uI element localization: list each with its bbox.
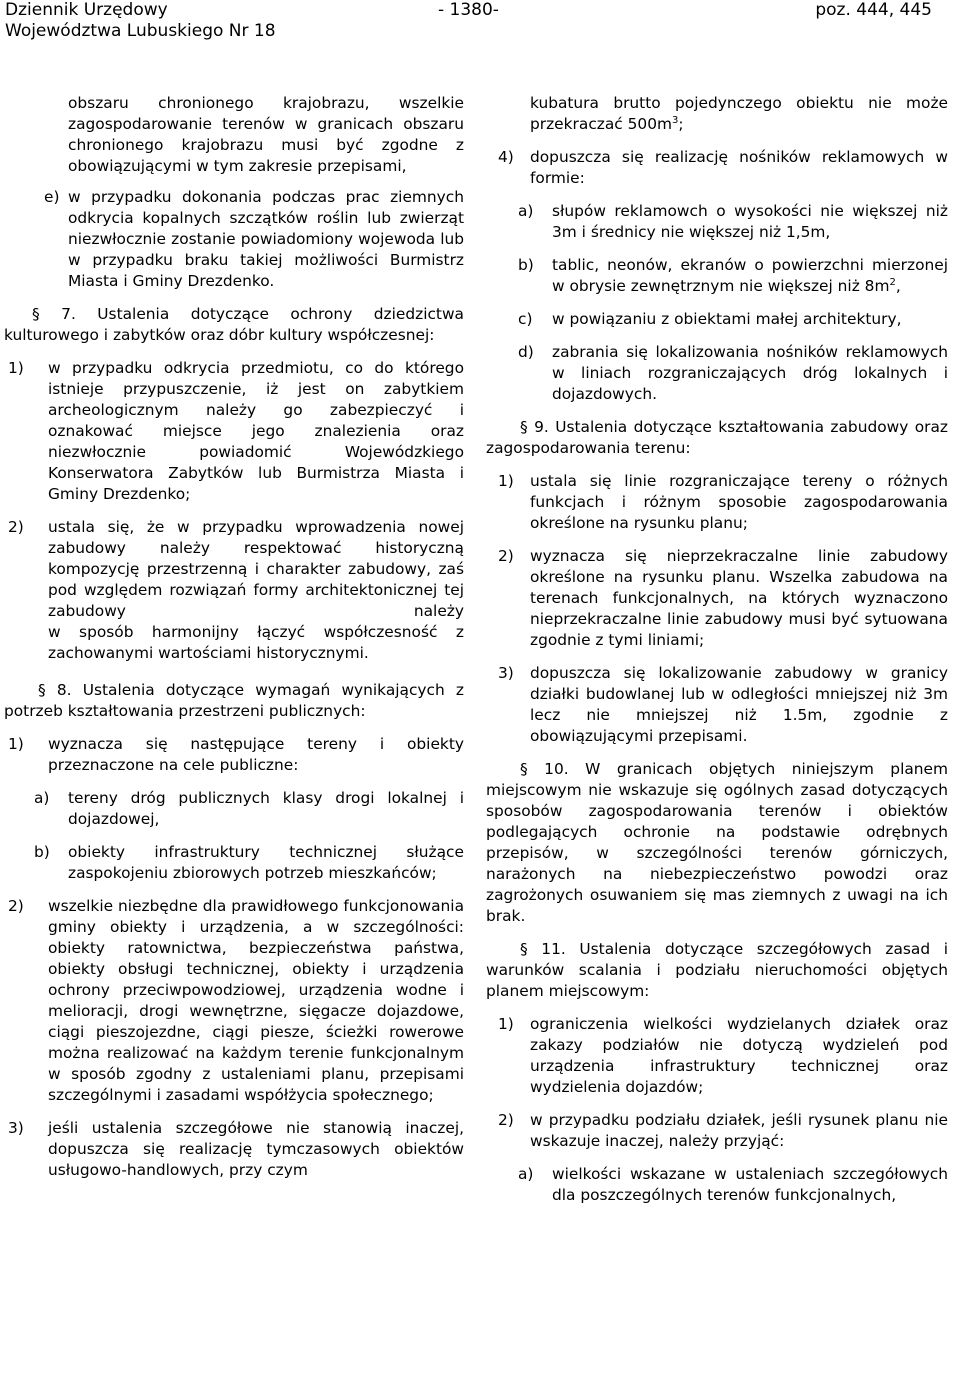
position-number: poz. 444, 445 [815,0,932,20]
journal-title: Dziennik Urzędowy Województwa Lubuskiego Nr 18 [5,0,276,41]
list-item: 1) ustala się linie rozgraniczające tereny o różnych funkcjach i różnym sposobie zagospodarowania określone na rysunku planu; [498,472,948,532]
list-item: 2) w przypadku podziału działek, jeśli rysunek planu nie wskazuje inaczej, należy przyjąć: [498,1111,948,1150]
list-item: kubatura brutto pojedynczego obiektu nie może przekraczać $500m^3$; [530,94,948,133]
list-item: 3) dopuszcza się lokalizowanie zabudowy w granicy działki budowlanej lub w odległości mniejszej niż 3m lecz nie mniejszej niż 1.5m, zgodnie z obowiązującymi przepisami. [498,664,948,745]
section-11: § 11. Ustalenia dotyczące szczegółowych zasad i warunków scalania i podziału nieruchomości objętych planem miejscowym: [486,940,948,1000]
list-item: b) tablic, neonów, ekranów o powierzchni mierzonej w obrysie zewnętrznym nie większej niż $8m^2$, [518,256,948,295]
list-item: 1) wyznacza się następujące tereny i obiekty przeznaczone na cele publiczne: [8,735,464,774]
section-7: § 7. Ustalenia dotyczące ochrony dziedzictwa kulturowego i zabytków oraz dóbr kultury współczesnej: [4,305,464,344]
section-9: § 9. Ustalenia dotyczące kształtowania zabudowy oraz zagospodarowania terenu: [486,418,948,457]
list-item: 1) ograniczenia wielkości wydzielanych działek oraz zakazy podziałów nie dotyczą wydzieleń pod urządzenia infrastruktury technicznej oraz wydzielenia dojazdów; [498,1015,948,1096]
list-item: 2) ustala się, że w przypadku wprowadzenia nowej zabudowy należy respektować historyczną kompozycję przestrzenną i charakter zabudowy, zaś pod względem rozwiązań formy architektonicznej tej zabudowy należy w sposób harmonijny łączyć współczesność z zachowanymi wartościami historycznymi. [8,518,464,662]
list-item: 4) dopuszcza się realizację nośników reklamowych w formie: [498,148,948,187]
list-item: a) słupów reklamowch o wysokości nie większej niż 3m i średnicy nie większej niż 1,5m, [518,202,948,241]
page-header [0,0,960,46]
list-item: 2) wszelkie niezbędne dla prawidłowego funkcjonowania gminy obiekty i urządzenia, a w szczególności: obiekty ratownictwa, bezpieczeństwa państwa, obiekty obsługi technicznej, obiekty i urządzenia ochrony przeciwpowodziowej, urządzenia wodne i melioracji, drogi wewnętrzne, sięgacze dojazdowe, ciągi pieszojezdne, ciągi piesze, ścieżki rowerowe można realizować na każdym terenie funkcjonalnym w sposób zgodny z ustaleniami planu, przepisami szczególnymi i zasadami współżycia społecznego; [8,897,464,1104]
section-10: § 10. W granicach objętych niniejszym planem miejscowym nie wskazuje się ogólnych zasad dotyczących sposobów zagospodarowania terenów i obiektów podlegających ochronie na podstawie odrębnych przepisów, w szczególności terenów górniczych, narażonych na niebezpieczeństwo powodzi oraz zagrożonych osuwaniem się mas ziemnych z uwagi na ich brak. [486,760,948,925]
list-item: 2) wyznacza się nieprzekraczalne linie zabudowy określone na rysunku planu. Wszelka zabudowa na terenach funkcjonalnych, na których wyznaczono nieprzekraczalne linie zabudowy musi być sytuowana zgodnie z tymi liniami; [498,547,948,649]
list-item: d) zabrania się lokalizowania nośników reklamowych w liniach rozgraniczających dróg lokalnych i dojazdowych. [518,343,948,403]
list-item: a) wielkości wskazane w ustaleniach szczegółowych dla poszczególnych terenów funkcjonalnych, [518,1165,948,1204]
right-column [486,93,948,1206]
list-item: c) w powiązaniu z obiektami małej architektury, [518,310,902,328]
page-number: - 1380- [438,0,499,20]
list-item: 3) jeśli ustalenia szczegółowe nie stanowią inaczej, dopuszcza się realizację tymczasowych obiektów usługowo-handlowych, przy czym [8,1119,464,1179]
list-item: obszaru chronionego krajobrazu, wszelkie zagospodarowanie terenów w granicach obszaru chronionego krajobrazu musi być zgodne z obowiązującymi w tym zakresie przepisami, [68,94,464,175]
list-item: e) w przypadku dokonania podczas prac ziemnych odkrycia kopalnych szczątków roślin lub zwierząt niezwłocznie zostanie powiadomiony wojewoda lub w przypadku braku takiej możliwości Burmistrz Miasta i Gminy Drezdenko. [44,188,464,290]
list-item: a) tereny dróg publicznych klasy drogi lokalnej i dojazdowej, [34,789,464,828]
list-item: 1) w przypadku odkrycia przedmiotu, co do którego istnieje przypuszczenie, iż jest on zabytkiem archeologicznym należy go zabezpieczyć i oznakować miejsce jego znalezienia oraz niezwłocznie powiadomić Wojewódzkiego Konserwatora Zabytków lub Burmistrza Miasta i Gminy Drezdenko; [8,359,464,503]
left-column [4,93,464,1181]
list-item: b) obiekty infrastruktury technicznej służące zaspokojeniu zbiorowych potrzeb mieszkańców; [34,843,464,882]
section-8: § 8. Ustalenia dotyczące wymagań wynikających z potrzeb kształtowania przestrzeni publicznych: [4,681,464,720]
